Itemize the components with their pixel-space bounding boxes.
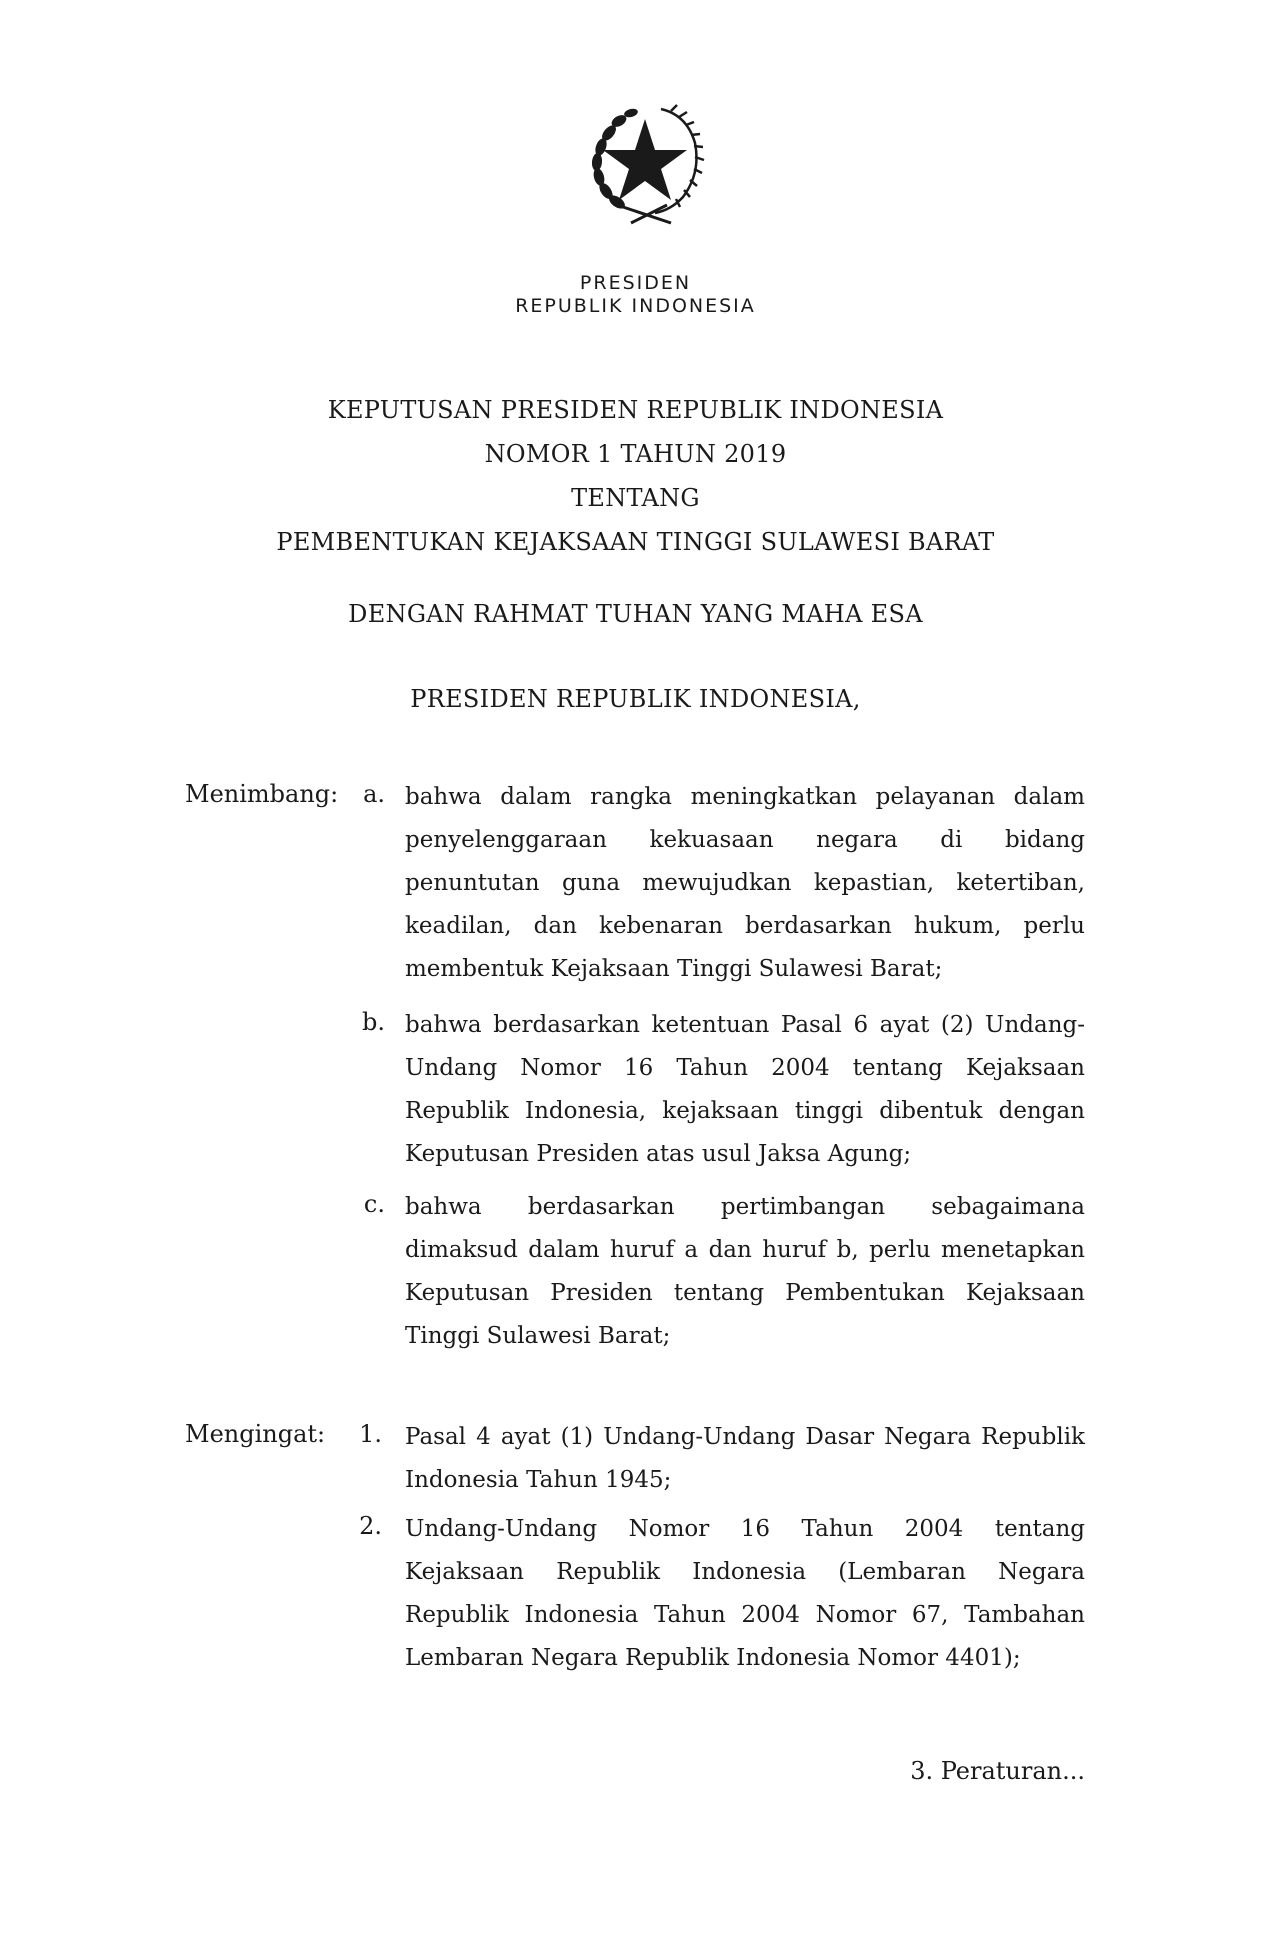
title-line-1: KEPUTUSAN PRESIDEN REPUBLIK INDONESIA (327, 396, 944, 424)
menimbang-marker-c: c. (363, 1190, 385, 1218)
title-line-2: NOMOR 1 TAHUN 2019 (484, 440, 787, 468)
menimbang-marker-b: b. (362, 1008, 385, 1036)
letterhead-line-2: REPUBLIK INDONESIA (515, 295, 756, 317)
mengingat-marker-2: 2. (359, 1512, 382, 1540)
letterhead-line-1: PRESIDEN (579, 272, 692, 294)
menimbang-item-b: bahwa berdasarkan ketentuan Pasal 6 ayat (2) Undang-Undang Nomor 16 Tahun 2004 tentang Kejaksaan Republik Indonesia, kejaksaan tinggi dibentuk dengan Keputusan Presiden atas usul Jaksa Agung; (405, 1012, 1085, 1167)
title-line-4: PEMBENTUKAN KEJAKSAAN TINGGI SULAWESI BARAT (276, 528, 995, 556)
mengingat-label: Mengingat: (185, 1420, 326, 1448)
letterhead (0, 272, 1271, 318)
menimbang-marker-a: a. (363, 780, 385, 808)
invocation: DENGAN RAHMAT TUHAN YANG MAHA ESA (348, 600, 923, 628)
president-heading: PRESIDEN REPUBLIK INDONESIA, (410, 685, 861, 713)
menimbang-item-a: bahwa dalam rangka meningkatkan pelayanan dalam penyelenggaraan kekuasaan negara di bidang penuntutan guna mewujudkan kepastian, ketertiban, keadilan, dan kebenaran berdasarkan hukum, perlu membentuk Kejaksaan Tinggi Sulawesi Barat; (405, 784, 1085, 982)
decree-title (0, 388, 1271, 564)
presidential-emblem-icon (575, 95, 715, 230)
page-continuation: 3. Peraturan... (910, 1757, 1085, 1785)
title-line-3: TENTANG (571, 484, 700, 512)
mengingat-item-2: Undang-Undang Nomor 16 Tahun 2004 tentang Kejaksaan Republik Indonesia (Lembaran Negara Republik Indonesia Tahun 2004 Nomor 67, Tambahan Lembaran Negara Republik Indonesia Nomor 4401); (405, 1516, 1085, 1671)
menimbang-item-c: bahwa berdasarkan pertimbangan sebagaimana dimaksud dalam huruf a dan huruf b, perlu menetapkan Keputusan Presiden tentang Pembentukan Kejaksaan Tinggi Sulawesi Barat; (405, 1194, 1085, 1349)
mengingat-marker-1: 1. (359, 1420, 382, 1448)
menimbang-label: Menimbang: (185, 780, 339, 808)
mengingat-item-1: Pasal 4 ayat (1) Undang-Undang Dasar Negara Republik Indonesia Tahun 1945; (405, 1424, 1085, 1493)
